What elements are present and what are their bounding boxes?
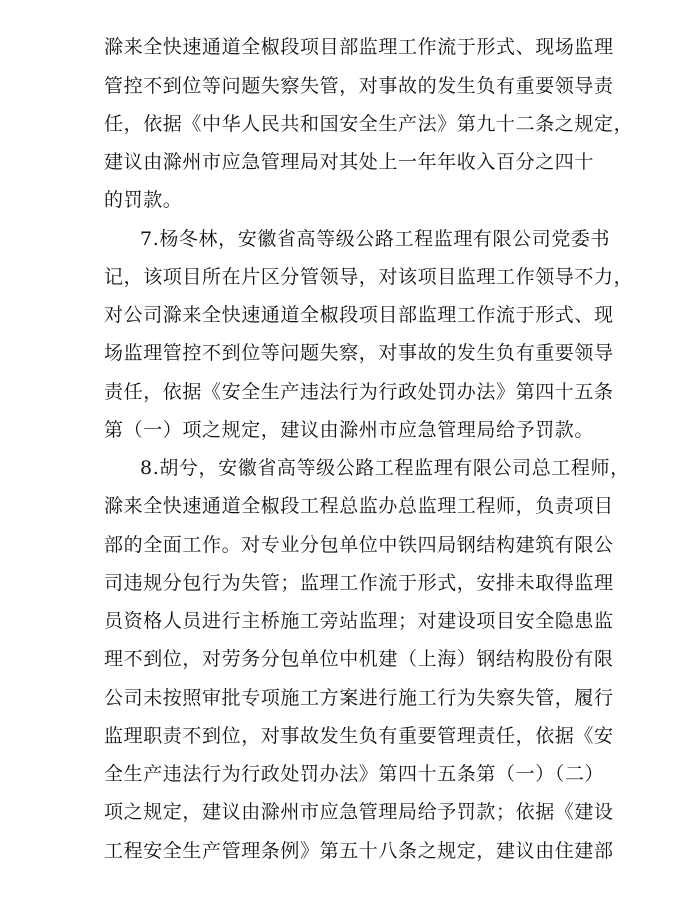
- text-line: 责任，依据《安全生产违法行为行政处罚办法》第四十五条: [104, 381, 614, 403]
- text-line: 滁来全快速通道全椒段项目部监理工作流于形式、现场监理: [104, 36, 614, 58]
- text-line: 第（一）项之规定，建议由滁州市应急管理局给予罚款。: [104, 419, 595, 441]
- text-line: 建议由滁州市应急管理局对其处上一年年收入百分之四十: [104, 151, 595, 173]
- text-line: 管控不到位等问题失察失管，对事故的发生负有重要领导责: [104, 75, 614, 97]
- text-line: 的罚款。: [104, 189, 183, 211]
- paragraph-first-line: 7.杨冬林，安徽省高等级公路工程监理有限公司党委书: [140, 228, 611, 250]
- text-line: 场监理管控不到位等问题失察，对事故的发生负有重要领导: [104, 342, 614, 364]
- text-line: 司违规分包行为失管；监理工作流于形式，安排未取得监理: [104, 572, 614, 594]
- text-line: 工程安全生产管理条例》第五十八条之规定，建议由住建部: [104, 840, 614, 862]
- text-line: 任，依据《中华人民共和国安全生产法》第九十二条之规定，: [104, 113, 634, 135]
- text-line: 对公司滁来全快速通道全椒段项目部监理工作流于形式、现: [104, 304, 614, 326]
- text-line: 记，该项目所在片区分管领导，对该项目监理工作领导不力，: [104, 266, 634, 288]
- text-line: 员资格人员进行主桥施工旁站监理；对建设项目安全隐患监: [104, 610, 614, 632]
- paragraph-first-line: 8.胡兮，安徽省高等级公路工程监理有限公司总工程师，: [140, 457, 630, 479]
- text-line: 公司未按照审批专项施工方案进行施工行为失察失管，履行: [104, 687, 614, 709]
- text-line: 部的全面工作。对专业分包单位中铁四局钢结构建筑有限公: [104, 534, 614, 556]
- text-line: 全生产违法行为行政处罚办法》第四十五条第（一）（二）: [104, 763, 605, 785]
- text-line: 监理职责不到位，对事故发生负有重要管理责任，依据《安: [104, 725, 614, 747]
- text-line: 项之规定，建议由滁州市应急管理局给予罚款；依据《建设: [104, 801, 614, 823]
- text-line: 理不到位，对劳务分包单位中机建（上海）钢结构股份有限: [104, 648, 614, 670]
- text-line: 滁来全快速通道全椒段工程总监办总监理工程师，负责项目: [104, 495, 614, 517]
